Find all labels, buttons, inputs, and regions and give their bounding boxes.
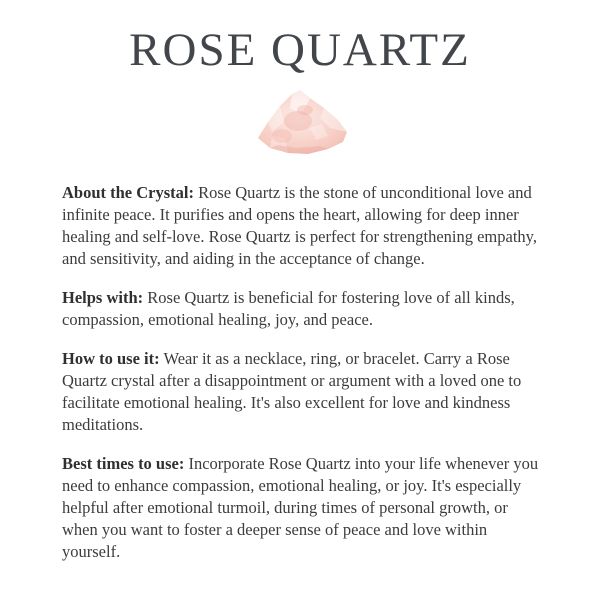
section-label: About the Crystal:: [62, 183, 194, 202]
section-helps-with: [62, 287, 540, 331]
section-text: Wear it as a necklace, ring, or bracelet. Carry a Rose Quartz crystal after a disappointment or argument with a loved one to facilitate emotional healing. It's also excellent for love and kindness meditations.: [62, 349, 522, 434]
section-how-to-use-it: [62, 348, 540, 436]
section-label: Helps with:: [62, 288, 144, 307]
crystal-image-container: [0, 88, 600, 158]
section-label: How to use it:: [62, 349, 160, 368]
page-title: ROSE QUARTZ: [129, 24, 471, 76]
info-text-block: [62, 182, 540, 563]
section-text: Rose Quartz is beneficial for fostering love of all kinds, compassion, emotional healing, joy, and peace.: [62, 288, 515, 329]
section-text: Incorporate Rose Quartz into your life whenever you need to enhance compassion, emotional healing, or joy. It's especially helpful after emotional turmoil, during times of personal growth, or when you want to foster a deeper sense of peace and love within yourself.: [62, 454, 539, 561]
section-text: Rose Quartz is the stone of unconditional love and infinite peace. It purifies and opens the heart, allowing for deep inner healing and self-love. Rose Quartz is perfect for strengthening empathy, and sensitivity, and aiding in the acceptance of change.: [62, 183, 537, 268]
section-about-the-crystal: [62, 182, 540, 270]
section-best-times-to-use: [62, 453, 540, 563]
rose-quartz-crystal-icon: [249, 88, 351, 156]
section-label: Best times to use:: [62, 454, 185, 473]
